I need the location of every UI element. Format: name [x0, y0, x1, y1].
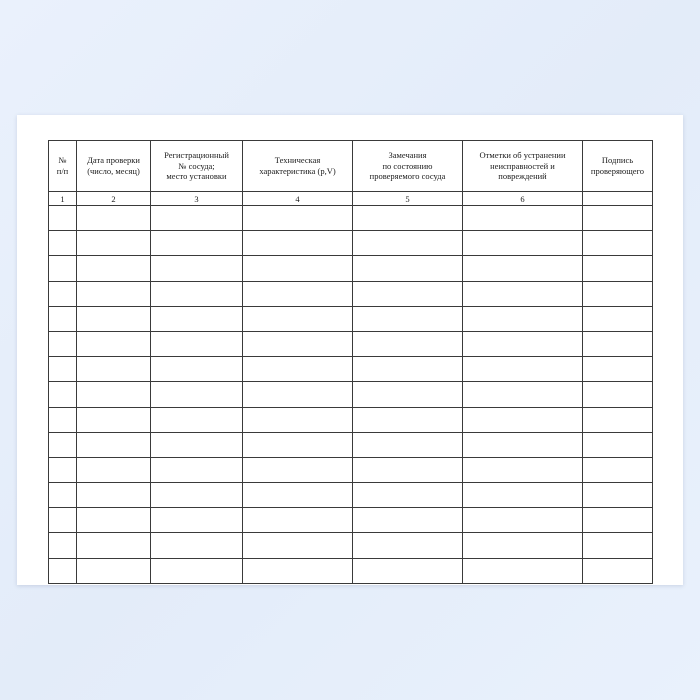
table-cell-empty[interactable] [49, 483, 77, 508]
table-cell-empty[interactable] [463, 382, 583, 407]
table-cell-empty[interactable] [49, 457, 77, 482]
header-cell-5 [353, 141, 463, 192]
table-cell-empty[interactable] [583, 407, 653, 432]
table-cell-empty[interactable] [463, 533, 583, 558]
table-row[interactable] [49, 382, 653, 407]
table-cell-empty[interactable] [583, 357, 653, 382]
table-cell-empty[interactable] [151, 558, 243, 583]
table-cell-empty[interactable] [151, 457, 243, 482]
table-cell-empty[interactable] [353, 508, 463, 533]
table-row[interactable] [49, 558, 653, 583]
table-row[interactable] [49, 281, 653, 306]
table-cell-empty[interactable] [77, 508, 151, 533]
table-cell-empty[interactable] [49, 533, 77, 558]
table-row[interactable] [49, 331, 653, 356]
table-cell-empty[interactable] [49, 357, 77, 382]
header-line: № [58, 155, 67, 166]
table-cell-empty[interactable] [151, 483, 243, 508]
table-row[interactable] [49, 432, 653, 457]
table-cell-empty[interactable] [353, 382, 463, 407]
header-line: № сосуда; [178, 160, 215, 171]
column-number-3: 3 [151, 192, 243, 206]
column-number-5: 5 [353, 192, 463, 206]
table-cell-empty[interactable] [583, 256, 653, 281]
table-cell-empty[interactable] [243, 256, 353, 281]
header-cell-4 [243, 141, 353, 192]
table-cell-empty[interactable] [49, 256, 77, 281]
table-cell-empty[interactable] [151, 306, 243, 331]
table-cell-empty[interactable] [243, 457, 353, 482]
table-cell-empty[interactable] [49, 231, 77, 256]
table-cell-empty[interactable] [151, 407, 243, 432]
table-cell-empty[interactable] [583, 508, 653, 533]
table-cell-empty[interactable] [49, 558, 77, 583]
table-cell-empty[interactable] [463, 483, 583, 508]
header-line: характеристика (р,V) [259, 166, 336, 176]
table-cell-empty[interactable] [243, 508, 353, 533]
table-cell-empty[interactable] [77, 256, 151, 281]
header-line: Дата проверки [87, 155, 140, 166]
table-cell-empty[interactable] [583, 231, 653, 256]
table-cell-empty[interactable] [583, 483, 653, 508]
table-cell-empty[interactable] [583, 432, 653, 457]
journal-table [48, 140, 653, 584]
table-cell-empty[interactable] [49, 281, 77, 306]
table-cell-empty[interactable] [463, 357, 583, 382]
header-cell-3 [151, 141, 243, 192]
table-cell-empty[interactable] [463, 306, 583, 331]
table-row[interactable] [49, 533, 653, 558]
table-cell-empty[interactable] [243, 432, 353, 457]
table-cell-empty[interactable] [151, 432, 243, 457]
table-cell-empty[interactable] [243, 382, 353, 407]
table-cell-empty[interactable] [463, 256, 583, 281]
header-line: неисправностей и [490, 160, 555, 171]
table-column-number-row [49, 192, 653, 206]
table-cell-empty[interactable] [463, 558, 583, 583]
table-cell-empty[interactable] [77, 407, 151, 432]
table-cell-empty[interactable] [243, 331, 353, 356]
table-cell-empty[interactable] [77, 558, 151, 583]
table-cell-empty[interactable] [77, 483, 151, 508]
table-cell-empty[interactable] [77, 432, 151, 457]
table-cell-empty[interactable] [353, 558, 463, 583]
table-row[interactable] [49, 357, 653, 382]
table-cell-empty[interactable] [77, 457, 151, 482]
table-cell-empty[interactable] [243, 558, 353, 583]
header-line: проверяемого сосуда [369, 171, 446, 182]
table-cell-empty[interactable] [151, 331, 243, 356]
header-line: место установки [166, 171, 227, 182]
column-number-6: 6 [463, 192, 583, 206]
table-cell-empty[interactable] [463, 508, 583, 533]
table-cell-empty[interactable] [49, 407, 77, 432]
table-cell-empty[interactable] [243, 231, 353, 256]
table-cell-empty[interactable] [151, 256, 243, 281]
table-cell-empty[interactable] [77, 306, 151, 331]
table-header-row [49, 141, 653, 192]
table-cell-empty[interactable] [151, 508, 243, 533]
column-number-7 [583, 192, 653, 206]
header-line: по состоянию [382, 160, 433, 171]
table-row[interactable] [49, 407, 653, 432]
table-cell-empty[interactable] [353, 206, 463, 231]
table-cell-empty[interactable] [77, 357, 151, 382]
table-cell-empty[interactable] [353, 331, 463, 356]
table-cell-empty[interactable] [353, 231, 463, 256]
table-cell-empty[interactable] [49, 432, 77, 457]
table-cell-empty[interactable] [353, 306, 463, 331]
table-cell-empty[interactable] [49, 382, 77, 407]
table-cell-empty[interactable] [243, 407, 353, 432]
table-cell-empty[interactable] [151, 382, 243, 407]
table-cell-empty[interactable] [77, 206, 151, 231]
table-cell-empty[interactable] [583, 457, 653, 482]
table-cell-empty[interactable] [243, 306, 353, 331]
table-cell-empty[interactable] [463, 331, 583, 356]
table-cell-empty[interactable] [243, 357, 353, 382]
table-cell-empty[interactable] [151, 206, 243, 231]
table-cell-empty[interactable] [49, 306, 77, 331]
column-number-1: 1 [49, 192, 77, 206]
table-row[interactable] [49, 231, 653, 256]
table-cell-empty[interactable] [49, 331, 77, 356]
table-cell-empty[interactable] [463, 457, 583, 482]
header-line: Регистрационный [164, 150, 229, 161]
table-cell-empty[interactable] [77, 231, 151, 256]
table-row[interactable] [49, 483, 653, 508]
table-cell-empty[interactable] [583, 281, 653, 306]
table-cell-empty[interactable] [583, 206, 653, 231]
table-cell-empty[interactable] [243, 281, 353, 306]
header-cell-2 [77, 141, 151, 192]
table-cell-empty[interactable] [583, 382, 653, 407]
table-cell-empty[interactable] [151, 281, 243, 306]
table-cell-empty[interactable] [151, 533, 243, 558]
table-cell-empty[interactable] [77, 533, 151, 558]
table-cell-empty[interactable] [243, 483, 353, 508]
table-cell-empty[interactable] [353, 407, 463, 432]
paper-sheet [17, 115, 683, 585]
table-cell-empty[interactable] [151, 231, 243, 256]
table-cell-empty[interactable] [463, 231, 583, 256]
table-cell-empty[interactable] [583, 558, 653, 583]
table-row[interactable] [49, 306, 653, 331]
header-line: п/п [56, 166, 69, 176]
column-number-4: 4 [243, 192, 353, 206]
table-cell-empty[interactable] [463, 281, 583, 306]
table-cell-empty[interactable] [77, 382, 151, 407]
table-cell-empty[interactable] [77, 281, 151, 306]
table-cell-empty[interactable] [353, 281, 463, 306]
table-cell-empty[interactable] [463, 432, 583, 457]
table-cell-empty[interactable] [353, 457, 463, 482]
header-line: повреждений [498, 171, 547, 182]
table-row[interactable] [49, 206, 653, 231]
table-cell-empty[interactable] [583, 533, 653, 558]
table-row[interactable] [49, 508, 653, 533]
table-row[interactable] [49, 256, 653, 281]
header-line: Отметки об устранении [479, 150, 566, 161]
table-cell-empty[interactable] [77, 331, 151, 356]
table-cell-empty[interactable] [243, 533, 353, 558]
table-cell-empty[interactable] [463, 407, 583, 432]
table-cell-empty[interactable] [353, 432, 463, 457]
table-cell-empty[interactable] [353, 357, 463, 382]
table-row[interactable] [49, 457, 653, 482]
table-cell-empty[interactable] [151, 357, 243, 382]
header-cell-7 [583, 141, 653, 192]
table-cell-empty[interactable] [353, 483, 463, 508]
column-number-2: 2 [77, 192, 151, 206]
header-line: Замечания [388, 150, 427, 161]
header-line: (число, месяц) [87, 166, 140, 176]
table-cell-empty[interactable] [243, 206, 353, 231]
header-cell-1 [49, 141, 77, 192]
table-cell-empty[interactable] [463, 206, 583, 231]
table-cell-empty[interactable] [49, 508, 77, 533]
table-cell-empty[interactable] [353, 256, 463, 281]
header-line: проверяющего [590, 166, 645, 176]
header-line: Техническая [274, 155, 321, 166]
header-cell-6 [463, 141, 583, 192]
table-cell-empty[interactable] [583, 306, 653, 331]
header-line: Подпись [601, 155, 634, 166]
table-cell-empty[interactable] [49, 206, 77, 231]
journal-table-container [48, 140, 652, 584]
table-cell-empty[interactable] [583, 331, 653, 356]
table-cell-empty[interactable] [353, 533, 463, 558]
